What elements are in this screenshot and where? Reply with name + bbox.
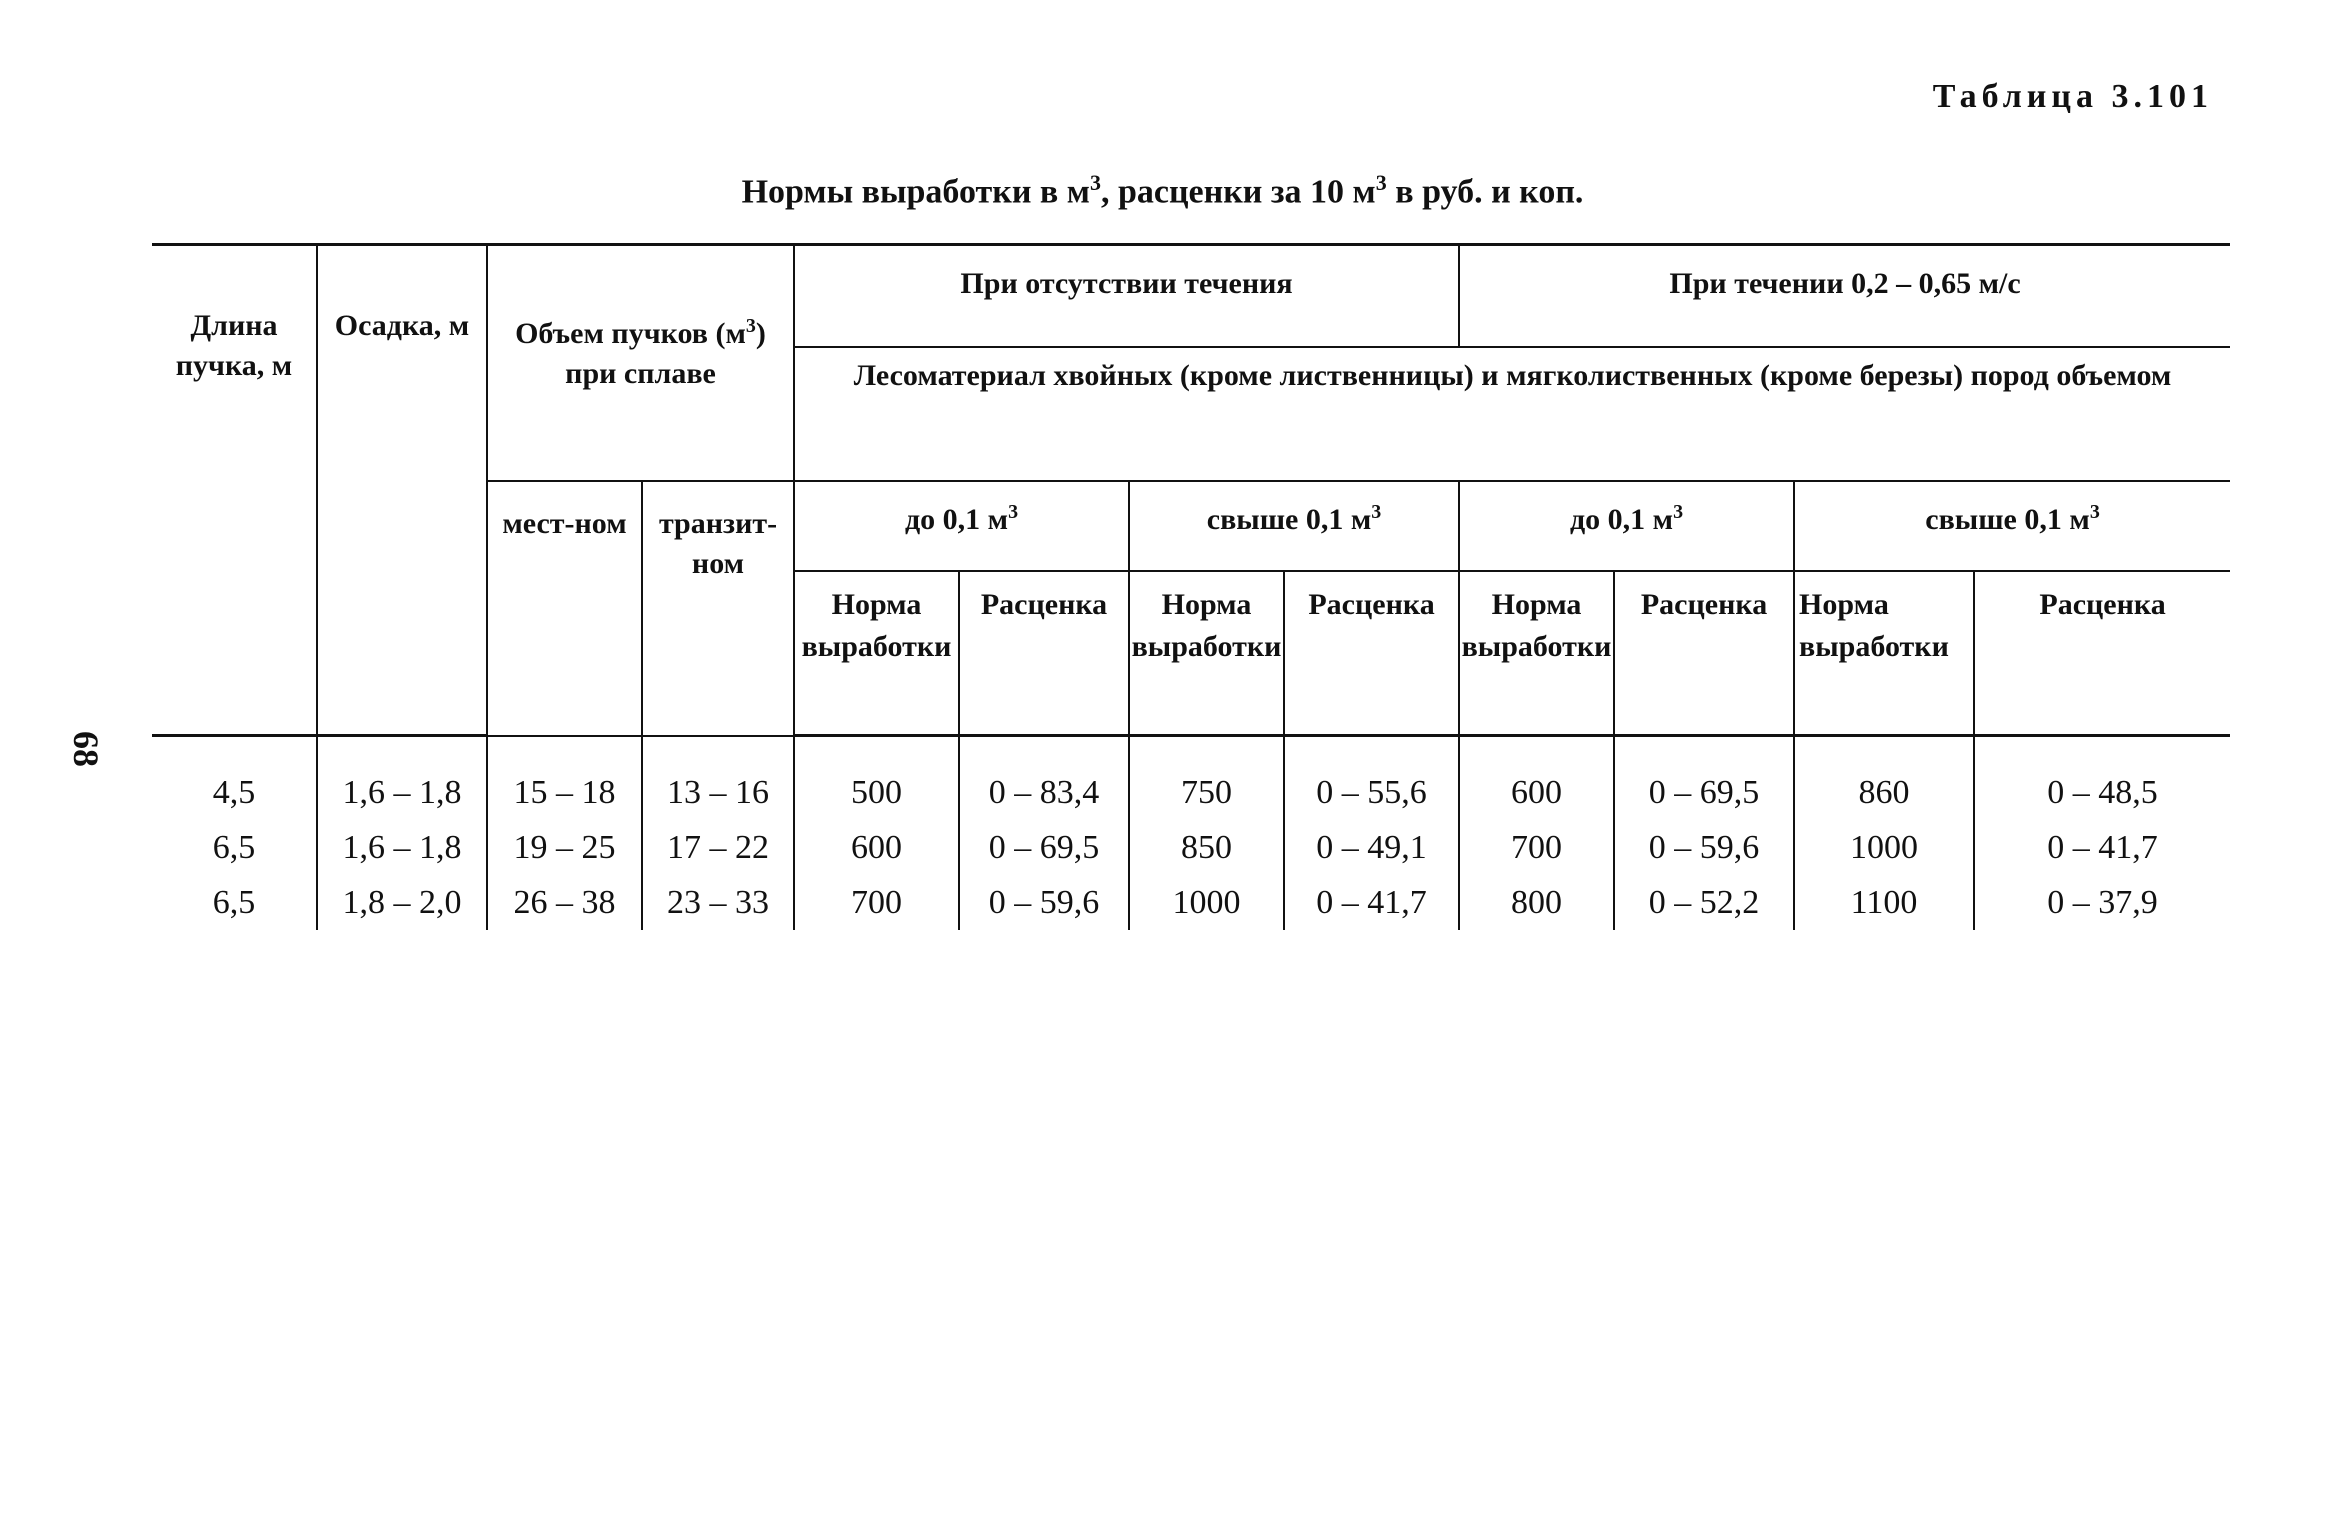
header-draft: Осадка, м — [317, 245, 487, 736]
header-up-to-1-label: до 0,1 м — [904, 503, 1009, 536]
header-with-current: При течении 0,2 – 0,65 м/с — [1459, 245, 2230, 348]
cell-norm-1: 600 — [794, 820, 959, 875]
header-norm-4: Норма выработки — [1794, 571, 1974, 736]
header-up-to-2-label: до 0,1 м — [1569, 503, 1674, 536]
cell-transit: 13 – 16 — [642, 736, 794, 821]
table-caption — [0, 170, 2325, 211]
cell-local: 15 – 18 — [487, 736, 642, 821]
header-norm-3: Норма выработки — [1459, 571, 1614, 736]
header-norm-1: Норма выработки — [794, 571, 959, 736]
header-volume-pre: Объем пучков (м — [515, 317, 746, 350]
page-number: 68 — [66, 731, 106, 767]
cell-norm-2: 850 — [1129, 820, 1284, 875]
header-up-to-2-sup: 3 — [1673, 501, 1684, 523]
caption-part-1: Нормы выработки в м — [741, 173, 1090, 211]
header-timber: Лесоматериал хвойных (кроме лиственницы) и мягколиственных (кроме березы) пород объемом — [794, 347, 2230, 481]
cell-norm-2: 1000 — [1129, 875, 1284, 930]
table-row — [152, 875, 2230, 930]
header-rate-2: Расценка — [1284, 571, 1459, 736]
cell-rate-2: 0 – 41,7 — [1284, 875, 1459, 930]
cell-local: 26 – 38 — [487, 875, 642, 930]
table-label: Таблица 3.101 — [1932, 78, 2213, 115]
header-volume-sup: 3 — [745, 315, 756, 337]
caption-sup-2: 3 — [1375, 170, 1387, 195]
cell-norm-4: 1000 — [1794, 820, 1974, 875]
caption-sup-1: 3 — [1089, 170, 1101, 195]
header-over-1-label: свыше 0,1 м — [1206, 503, 1372, 536]
cell-rate-1: 0 – 59,6 — [959, 875, 1129, 930]
caption-part-2: , расценки за 10 м — [1100, 173, 1376, 211]
table-row — [152, 736, 2230, 821]
cell-norm-2: 750 — [1129, 736, 1284, 821]
cell-rate-4: 0 – 48,5 — [1974, 736, 2230, 821]
cell-transit: 17 – 22 — [642, 820, 794, 875]
cell-rate-2: 0 – 49,1 — [1284, 820, 1459, 875]
cell-draft: 1,6 – 1,8 — [317, 820, 487, 875]
header-norm-2: Норма выработки — [1129, 571, 1284, 736]
cell-rate-4: 0 – 37,9 — [1974, 875, 2230, 930]
table-row — [152, 820, 2230, 875]
cell-draft: 1,6 – 1,8 — [317, 736, 487, 821]
cell-norm-3: 600 — [1459, 736, 1614, 821]
header-up-to-1 — [794, 481, 1129, 571]
cell-rate-2: 0 – 55,6 — [1284, 736, 1459, 821]
header-rate-1: Расценка — [959, 571, 1129, 736]
header-rate-4: Расценка — [1974, 571, 2230, 736]
header-over-1 — [1129, 481, 1459, 571]
cell-norm-1: 500 — [794, 736, 959, 821]
header-no-current: При отсутствии течения — [794, 245, 1459, 348]
cell-local: 19 – 25 — [487, 820, 642, 875]
header-over-1-sup: 3 — [1371, 501, 1382, 523]
header-transit: транзит-ном — [642, 481, 794, 736]
caption-part-3: в руб. и коп. — [1386, 173, 1584, 211]
cell-rate-3: 0 – 69,5 — [1614, 736, 1794, 821]
cell-norm-4: 860 — [1794, 736, 1974, 821]
cell-length: 4,5 — [152, 736, 317, 821]
header-over-2 — [1794, 481, 2230, 571]
cell-rate-4: 0 – 41,7 — [1974, 820, 2230, 875]
header-up-to-2 — [1459, 481, 1794, 571]
header-over-2-label: свыше 0,1 м — [1925, 503, 2090, 536]
cell-length: 6,5 — [152, 820, 317, 875]
header-local: мест-ном — [487, 481, 642, 736]
cell-norm-3: 800 — [1459, 875, 1614, 930]
cell-transit: 23 – 33 — [642, 875, 794, 930]
header-length: Длина пучка, м — [152, 245, 317, 736]
cell-rate-1: 0 – 83,4 — [959, 736, 1129, 821]
cell-length: 6,5 — [152, 875, 317, 930]
cell-norm-3: 700 — [1459, 820, 1614, 875]
header-volume — [487, 245, 794, 482]
header-up-to-1-sup: 3 — [1008, 501, 1019, 523]
cell-norm-4: 1100 — [1794, 875, 1974, 930]
cell-norm-1: 700 — [794, 875, 959, 930]
norms-table — [152, 243, 2230, 930]
cell-rate-1: 0 – 69,5 — [959, 820, 1129, 875]
cell-rate-3: 0 – 52,2 — [1614, 875, 1794, 930]
cell-rate-3: 0 – 59,6 — [1614, 820, 1794, 875]
cell-draft: 1,8 – 2,0 — [317, 875, 487, 930]
header-over-2-sup: 3 — [2089, 501, 2100, 523]
header-volume-post: ) при сплаве — [565, 317, 766, 390]
header-rate-3: Расценка — [1614, 571, 1794, 736]
